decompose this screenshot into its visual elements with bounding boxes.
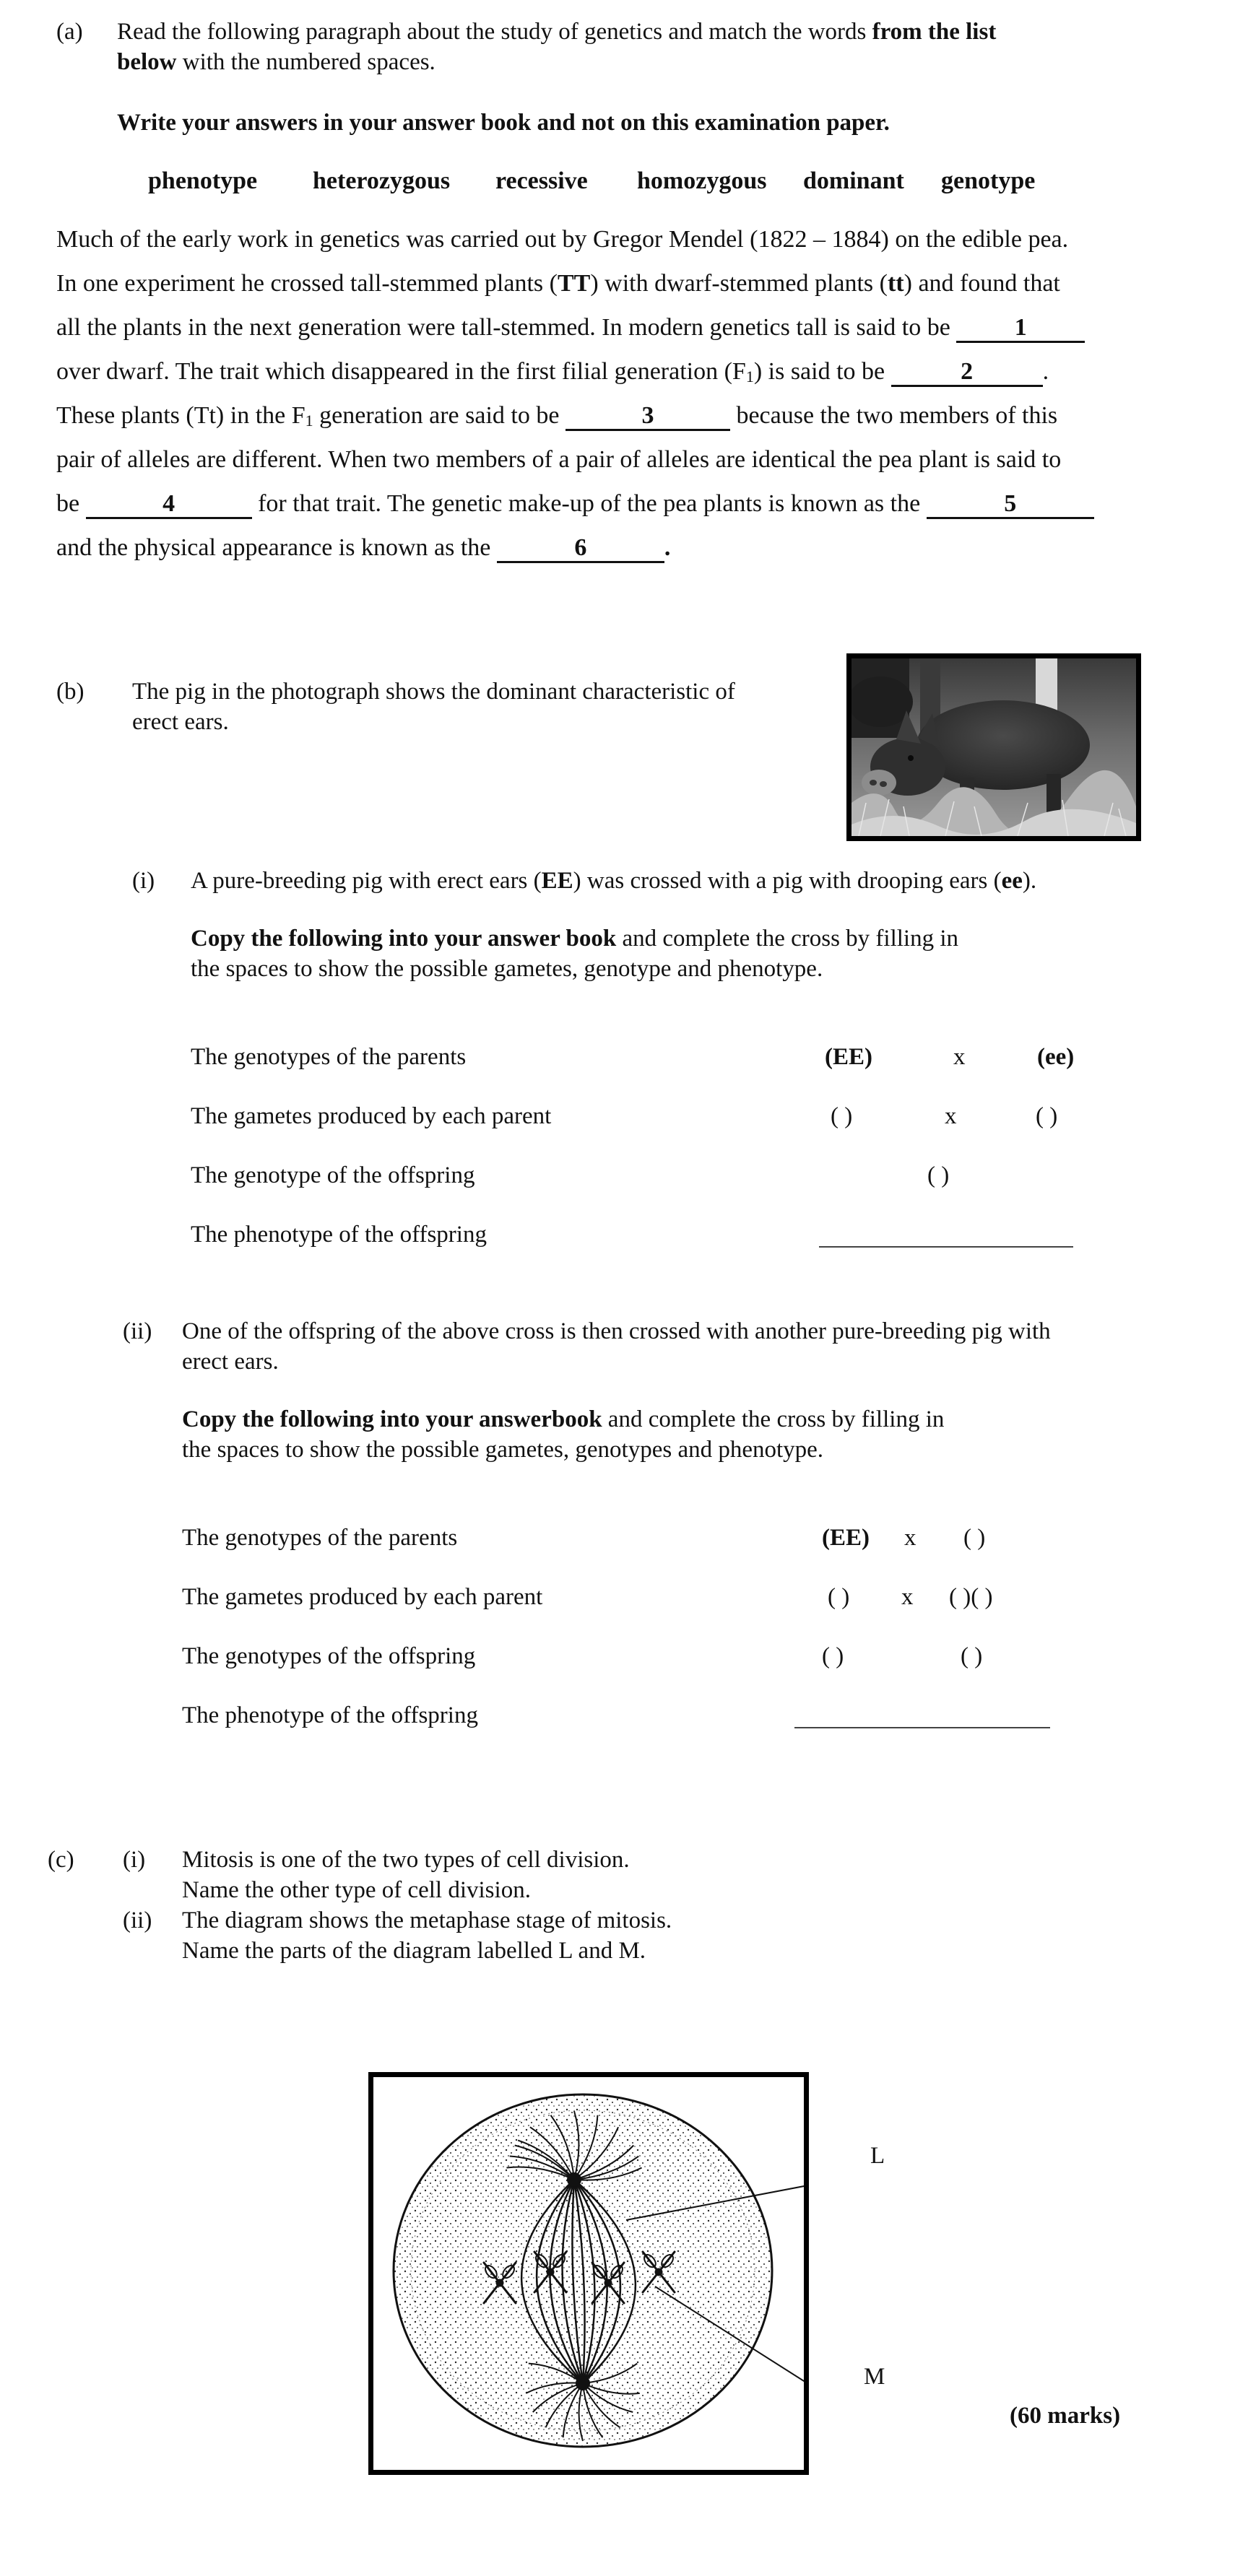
- centriole-top: [567, 2172, 581, 2187]
- word-list-phenotype: phenotype: [148, 167, 258, 194]
- part-a-intro-line2: below with the numbered spaces.: [117, 49, 436, 75]
- paragraph-line-5: These plants (Tt) in the F1 generation are said to be 3 because the two members of this: [56, 402, 1058, 430]
- part-c-ii-line1: The diagram shows the metaphase stage of mitosis.: [182, 1907, 672, 1933]
- part-b-ii-copy-line2: the spaces to show the possible gametes, genotypes and phenotype.: [182, 1437, 824, 1463]
- cross-ii-offspring-genotype2: ( ): [961, 1643, 983, 1669]
- word-list-genotype: genotype: [941, 167, 1036, 194]
- part-b-ii-line2: erect ears.: [182, 1349, 279, 1375]
- cross-i-row-gametes: The gametes produced by each parent: [191, 1103, 552, 1129]
- paragraph-line-8: and the physical appearance is known as the 6 .: [56, 534, 670, 563]
- cross-ii-row-parents: The genotypes of the parents: [182, 1525, 458, 1551]
- part-b-ii-label: (ii): [123, 1318, 152, 1344]
- word-list-recessive: recessive: [495, 167, 588, 194]
- part-b-label: (b): [56, 679, 84, 705]
- part-c-label: (c): [48, 1847, 74, 1873]
- cross-i-offspring-genotype: ( ): [927, 1162, 950, 1188]
- cross-i-gamete1: ( ): [831, 1103, 853, 1129]
- part-a-intro-line1: Read the following paragraph about the study of genetics and match the words from the list: [117, 19, 997, 45]
- blank-4: 4: [86, 491, 252, 519]
- cross-i-gamete2: ( ): [1036, 1103, 1058, 1129]
- cross-i-parent1-genotype: (EE): [825, 1044, 872, 1070]
- part-c-ii-label: (ii): [123, 1907, 152, 1933]
- cross-ii-parent2-genotype: ( ): [963, 1525, 986, 1551]
- part-c-i-line2: Name the other type of cell division.: [182, 1877, 531, 1903]
- cross-ii-gamete2: ( )( ): [949, 1584, 993, 1610]
- cross-i-row-offspring-genotype: The genotype of the offspring: [191, 1162, 475, 1188]
- paragraph-line-7: be 4 for that trait. The genetic make-up of the pea plants is known as the 5: [56, 489, 1094, 519]
- paragraph-line-1: Much of the early work in genetics was carried out by Gregor Mendel (1822 – 1884) on the edible pea.: [56, 226, 1069, 253]
- mitosis-drawing: [373, 2077, 804, 2470]
- centriole-bottom: [576, 2376, 590, 2390]
- part-b-i-line1: A pure-breeding pig with erect ears (EE) was crossed with a pig with drooping ears (ee).: [191, 868, 1037, 894]
- cross-i-row-offspring-phenotype: The phenotype of the offspring: [191, 1222, 487, 1248]
- blank-1: 1: [956, 315, 1085, 343]
- part-c-i-line1: Mitosis is one of the two types of cell division.: [182, 1847, 630, 1873]
- paragraph-line-3: all the plants in the next generation were tall-stemmed. In modern genetics tall is said to be 1: [56, 313, 1085, 343]
- part-b-i-copy-line1: Copy the following into your answer book and complete the cross by filling in: [191, 926, 959, 952]
- paragraph-line-2: In one experiment he crossed tall-stemmed plants (TT) with dwarf-stemmed plants (tt) and found that: [56, 270, 1060, 297]
- part-c-i-label: (i): [123, 1847, 146, 1873]
- cross-ii-row-offspring-genotypes: The genotypes of the offspring: [182, 1643, 476, 1669]
- part-b-ii-line1: One of the offspring of the above cross is then crossed with another pure-breeding pig with: [182, 1318, 1051, 1344]
- blank-6: 6: [497, 535, 664, 563]
- part-a-instruction: Write your answers in your answer book and not on this examination paper.: [117, 110, 890, 136]
- cross-ii-row-offspring-phenotype: The phenotype of the offspring: [182, 1702, 478, 1728]
- cross-i-gamete-cross-symbol: x: [945, 1103, 957, 1129]
- cross-ii-row-gametes: The gametes produced by each parent: [182, 1584, 543, 1610]
- cross-ii-offspring-genotype1: ( ): [822, 1643, 844, 1669]
- blank-3: 3: [566, 403, 730, 431]
- word-list-heterozygous: heterozygous: [313, 167, 451, 194]
- cross-ii-gamete-cross-symbol: x: [901, 1584, 914, 1610]
- part-b-intro-line2: erect ears.: [132, 709, 229, 735]
- cross-i-row-parents: The genotypes of the parents: [191, 1044, 467, 1070]
- cross-i-parent2-genotype: (ee): [1037, 1044, 1075, 1070]
- cross-ii-gamete1: ( ): [828, 1584, 850, 1610]
- pig-photo-image: [852, 658, 1136, 836]
- pig-photograph: [846, 653, 1141, 841]
- word-list-dominant: dominant: [803, 167, 904, 194]
- part-a-label: (a): [56, 19, 83, 45]
- paragraph-line-6: pair of alleles are different. When two members of a pair of alleles are identical the pea plant is said to: [56, 446, 1062, 473]
- cross-ii-cross-symbol: x: [904, 1525, 916, 1551]
- part-b-i-copy-line2: the spaces to show the possible gametes, genotype and phenotype.: [191, 956, 823, 982]
- part-b-intro-line1: The pig in the photograph shows the dominant characteristic of: [132, 679, 735, 705]
- total-marks: (60 marks): [1010, 2403, 1121, 2429]
- blank-5: 5: [927, 491, 1094, 519]
- mitosis-metaphase-diagram: [368, 2072, 809, 2475]
- cross-ii-parent1-genotype: (EE): [822, 1525, 870, 1551]
- cross-i-cross-symbol: x: [953, 1044, 966, 1070]
- diagram-label-L: L: [870, 2143, 885, 2169]
- cross-ii-phenotype-line: [794, 1727, 1050, 1728]
- part-b-ii-copy-line1: Copy the following into your answerbook and complete the cross by filling in: [182, 1406, 945, 1432]
- blank-2: 2: [891, 359, 1043, 387]
- paragraph-line-4: over dwarf. The trait which disappeared in the first filial generation (F1) is said to be 2 .: [56, 358, 1049, 386]
- cross-i-phenotype-line: [819, 1246, 1073, 1248]
- diagram-label-M: M: [864, 2364, 885, 2390]
- part-c-ii-line2: Name the parts of the diagram labelled L and M.: [182, 1938, 646, 1964]
- part-b-i-label: (i): [132, 868, 155, 894]
- word-list-homozygous: homozygous: [637, 167, 767, 194]
